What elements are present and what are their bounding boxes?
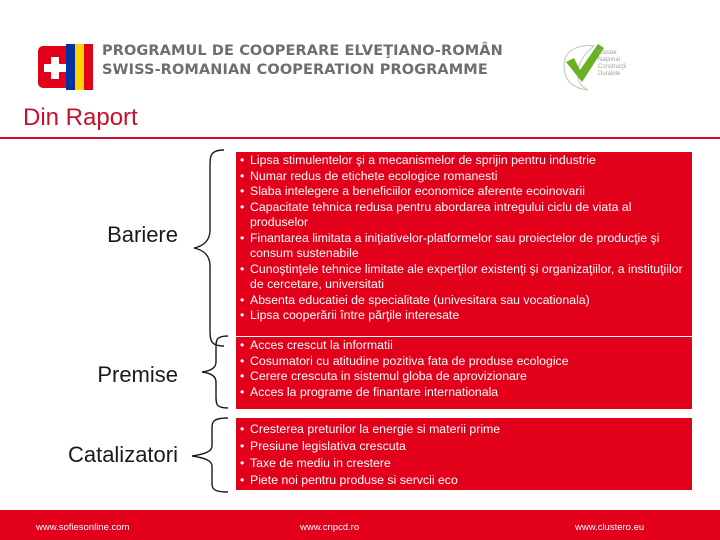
list-item: • Presiune legislativa crescuta [240,438,688,455]
cluster-logo-text [598,50,626,78]
row-label-bariere: Bariere [107,222,178,247]
catalizatori-list [240,421,688,489]
catalizatori-panel [236,418,692,490]
footer-link-clustero[interactable]: www.clustero.eu [575,522,645,533]
cluster-logo-line: Construcţii [598,64,627,70]
programme-title-en: SWISS-ROMANIAN COOPERATION PROGRAMME [102,62,488,78]
list-item: • Lipsa cooperării între părţile interesate [240,308,688,324]
list-item: • Numar redus de etichete ecologice romanesti [240,169,688,185]
programme-title-ro: PROGRAMUL DE COOPERARE ELVEŢIANO-ROMÂN [102,43,503,59]
premise-panel [236,337,692,409]
swiss-romanian-flag-logo [38,42,94,92]
list-item: • Piete noi pentru produse si servcii eco [240,472,688,489]
section-title: Din Raport [23,104,138,131]
cluster-logo-line: Durabile [598,71,621,77]
brace-icon [198,334,238,410]
list-item: • Absenta educatiei de specialitate (univesitara sau vocationala) [240,293,688,309]
row-label-catalizatori: Catalizatori [67,442,178,467]
brace-icon [186,416,236,494]
list-item: • Capacitate tehnica redusa pentru abordarea intregului ciclu de viata al produselor [240,200,688,231]
list-item: • Cosumatori cu atitudine pozitiva fata de produse ecologice [240,354,688,370]
list-item: • Finantarea limitata a iniţiativelor-platformelor sau proiectelor de producţie şi consum sustenabile [240,231,688,262]
list-item: • Slaba intelegere a beneficiilor economice aferente ecoinovarii [240,184,688,200]
bariere-list [240,153,688,324]
list-item: • Cerere crescuta in sistemul globa de aprovizionare [240,369,688,385]
divider-line [0,137,720,139]
list-item: • Acces la programe de finantare internationala [240,385,688,401]
footer-bar [0,510,720,540]
cluster-logo-line: Cluster [598,50,618,56]
footer-link-sofies[interactable]: www.sofiesonline.com [36,522,130,533]
premise-list [240,338,688,400]
list-item: • Taxe de mediu in crestere [240,455,688,472]
list-item: • Acces crescut la informatii [240,338,688,354]
bariere-panel [236,152,692,336]
list-item: • Cresterea preturilor la energie si materii prime [240,421,688,438]
row-label-premise: Premise [97,362,178,387]
footer-link-cnpcd[interactable]: www.cnpcd.ro [300,522,360,533]
brace-icon [188,148,228,348]
cluster-logo-line: Naţional [598,57,621,63]
list-item: • Lipsa stimulentelor şi a mecanismelor de sprijin pentru industrie [240,153,688,169]
programme-title [102,42,503,80]
list-item: • Cunoştinţele tehnice limitate ale experţilor existenţi şi organizaţiilor, a instituţiilor de cercetare, universitati [240,262,688,293]
